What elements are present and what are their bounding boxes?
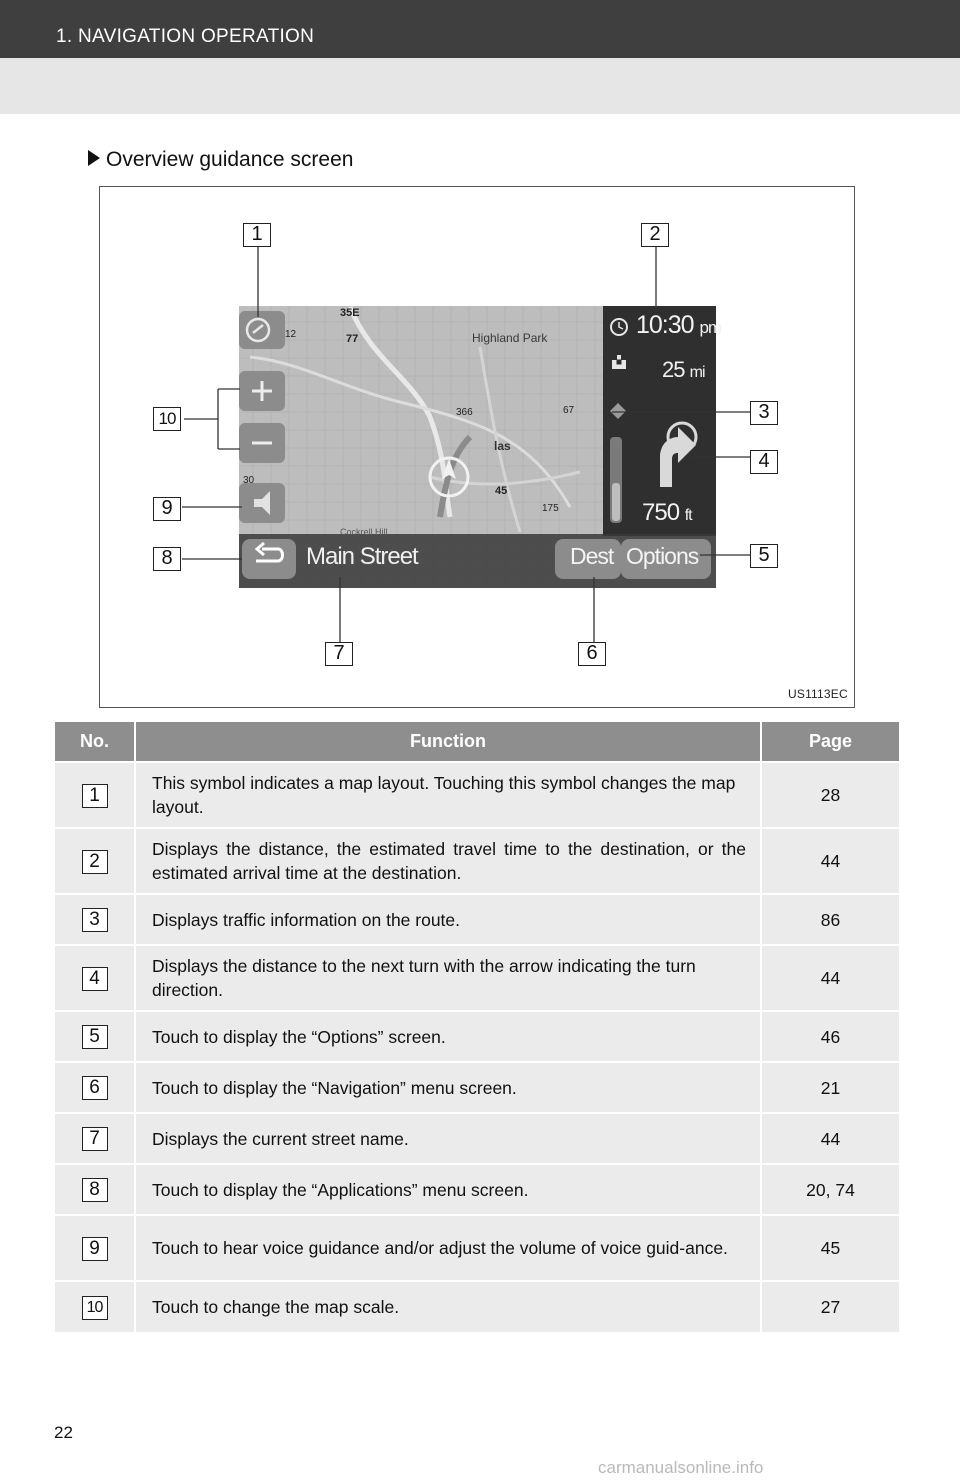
row-function: Displays the distance, the estimated travel time to the destination, or the estimated arrival time at the destination. [135,828,761,894]
map-road-label: Cockrell Hill [340,527,388,537]
row-page: 27 [761,1281,899,1332]
callout-5: 5 [750,544,778,568]
figure-code: US1113EC [788,687,848,701]
header-bar [0,0,960,58]
figure-frame [99,186,855,708]
callout-1: 1 [243,223,271,247]
row-page: 44 [761,828,899,894]
row-number: 5 [82,1025,108,1049]
row-number: 8 [82,1178,108,1202]
row-number: 3 [82,908,108,932]
map-road-label: 77 [346,333,359,345]
row-page: 20, 74 [761,1164,899,1215]
section-heading-text: Overview guidance screen [106,148,354,171]
map-road-label: 45 [495,485,508,497]
row-function: Touch to display the “Options” screen. [135,1011,761,1062]
map-place-label: Highland Park [472,331,548,345]
table-row [55,828,899,894]
row-function: This symbol indicates a map layout. Touching this symbol changes the map layout. [135,762,761,828]
callout-4: 4 [750,450,778,474]
header-title: 1. NAVIGATION OPERATION [56,26,315,47]
navigation-screen-illustration [100,187,854,707]
row-function: Touch to hear voice guidance and/or adjust the volume of voice guid-ance. [135,1215,761,1281]
table-row [55,945,899,1011]
page-number: 22 [54,1423,73,1442]
callout-8: 8 [153,547,181,571]
remaining-distance: 25 mi [662,357,705,382]
dest-button-label: Dest [570,543,614,569]
options-button-label: Options [626,543,699,569]
row-function: Displays the distance to the next turn with the arrow indicating the turn direction. [135,945,761,1011]
callout-3: 3 [750,401,778,425]
header-function: Function [135,722,761,762]
map-road-label: 12 [285,329,297,340]
triangle-bullet-icon [88,150,100,166]
row-page: 21 [761,1062,899,1113]
arrival-time: 10:30 pm [636,311,722,339]
map-road-label: 366 [456,407,473,418]
row-function: Touch to display the “Navigation” menu screen. [135,1062,761,1113]
table-row [55,1215,899,1281]
row-page: 45 [761,1215,899,1281]
callout-9: 9 [153,497,181,521]
row-function: Displays the current street name. [135,1113,761,1164]
map-road-label: 35E [340,307,360,319]
row-number: 4 [82,967,108,991]
row-number: 1 [82,784,108,808]
row-number: 6 [82,1076,108,1100]
row-number: 10 [82,1296,108,1320]
map-road-label: 30 [243,475,255,486]
table-row [55,894,899,945]
table-row [55,1113,899,1164]
row-function: Touch to change the map scale. [135,1281,761,1332]
table-row [55,1281,899,1332]
callout-2: 2 [641,223,669,247]
header-no: No. [55,722,135,762]
table-header-row [55,722,899,762]
row-page: 44 [761,1113,899,1164]
map-road-label: 67 [563,405,575,416]
turn-distance: 750 ft [642,499,692,526]
header-subbar [0,58,960,114]
back-button [242,539,296,579]
map-road-label: las [494,439,511,453]
row-number: 9 [82,1237,108,1261]
header-page: Page [761,722,899,762]
callout-10: 10 [153,407,181,431]
row-page: 86 [761,894,899,945]
map-road-label: 175 [542,503,559,514]
street-name: Main Street [306,543,418,570]
callout-7: 7 [325,642,353,666]
row-page: 44 [761,945,899,1011]
table-row [55,762,899,828]
row-function: Touch to display the “Applications” menu screen. [135,1164,761,1215]
watermark: carmanualsonline.info [598,1458,764,1477]
callout-6: 6 [578,642,606,666]
table-row [55,1062,899,1113]
row-function: Displays traffic information on the route. [135,894,761,945]
section-heading [88,148,353,172]
row-page: 46 [761,1011,899,1062]
table-row [55,1164,899,1215]
row-number: 2 [82,850,108,874]
function-table [55,722,899,1332]
row-number: 7 [82,1127,108,1151]
table-row [55,1011,899,1062]
row-page: 28 [761,762,899,828]
